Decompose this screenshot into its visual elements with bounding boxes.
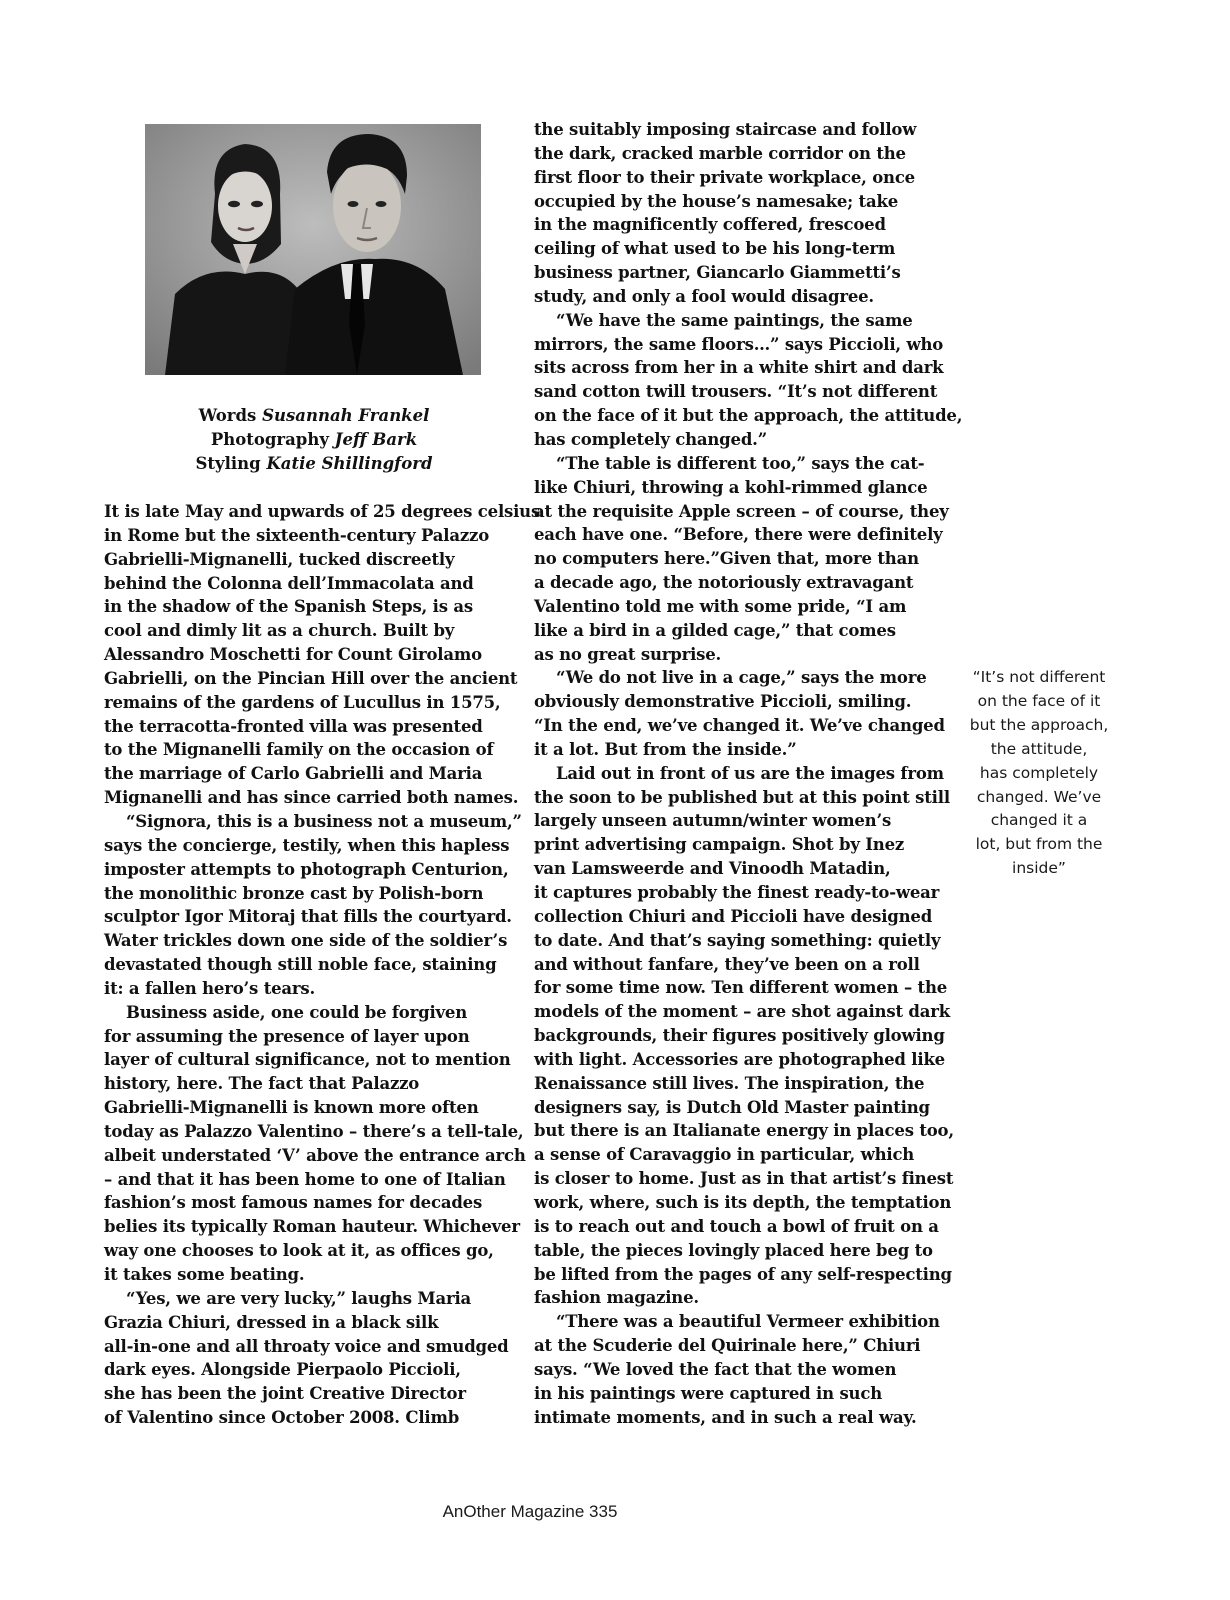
credit-photography-name: Jeff Bark <box>334 430 418 449</box>
article-line: in the magnificently coffered, frescoed <box>534 215 886 235</box>
article-line: the marriage of Carlo Gabrielli and Maria <box>104 764 483 784</box>
pull-quote-line: lot, but from the <box>975 835 1103 854</box>
article-line: on the face of it but the approach, the attitude, <box>534 406 963 426</box>
article-line: to date. And that’s saying something: quietly <box>534 930 941 950</box>
article-line: largely unseen autumn/winter women’s <box>534 811 892 831</box>
article-line: a decade ago, the notoriously extravagant <box>534 573 914 593</box>
article-line: “There was a beautiful Vermeer exhibition <box>556 1312 940 1332</box>
article-line: behind the Colonna dell’Immacolata and <box>104 573 474 593</box>
article-line: remains of the gardens of Lucullus in 1575, <box>104 692 501 712</box>
article-line: “We do not live in a cage,” says the more <box>556 668 927 688</box>
article-line: all-in-one and all throaty voice and smudged <box>104 1336 509 1356</box>
article-line: Alessandro Moschetti for Count Girolamo <box>104 645 482 665</box>
article-line: today as Palazzo Valentino – there’s a tell-tale, <box>104 1121 524 1141</box>
article-line: sits across from her in a white shirt and dark <box>534 358 944 378</box>
article-line: the dark, cracked marble corridor on the <box>534 143 906 163</box>
article-line: study, and only a fool would disagree. <box>534 286 874 306</box>
article-line: business partner, Giancarlo Giammetti’s <box>534 263 901 283</box>
article-line: backgrounds, their figures positively glowing <box>534 1026 945 1046</box>
article-line: Grazia Chiuri, dressed in a black silk <box>104 1312 439 1332</box>
credit-words: Words Susannah Frankel <box>198 406 430 425</box>
article-line: devastated though still noble face, staining <box>104 955 497 975</box>
article-line: It is late May and upwards of 25 degrees celsius <box>104 502 541 521</box>
article-line: but there is an Italianate energy in places too, <box>534 1121 954 1141</box>
article-line: it: a fallen hero’s tears. <box>104 978 316 998</box>
article-line: no computers here.”Given that, more than <box>534 549 919 569</box>
article-line: table, the pieces lovingly placed here beg to <box>534 1240 933 1260</box>
article-line: sculptor Igor Mitoraj that fills the courtyard. <box>104 907 512 927</box>
article-line: print advertising campaign. Shot by Inez <box>534 835 905 855</box>
article-line: says. “We loved the fact that the women <box>534 1359 897 1379</box>
magazine-name: AnOther Magazine <box>442 1502 585 1521</box>
article-line: is closer to home. Just as in that artist’s finest <box>534 1169 954 1189</box>
article-line: “Signora, this is a business not a museum,” <box>126 811 522 831</box>
pull-quote-line: changed it a <box>990 811 1088 830</box>
article-line: like Chiuri, throwing a kohl-rimmed glance <box>534 477 928 497</box>
article-column-right <box>534 118 966 1429</box>
article-line: fashion’s most famous names for decades <box>104 1193 483 1213</box>
article-line: has completely changed.” <box>534 429 767 449</box>
article-line: the suitably imposing staircase and follow <box>534 120 917 139</box>
article-line: imposter attempts to photograph Centurion, <box>104 859 509 879</box>
article-line: occupied by the house’s namesake; take <box>534 191 899 211</box>
article-line: as no great surprise. <box>534 644 722 664</box>
article-line: designers say, is Dutch Old Master painting <box>534 1097 930 1117</box>
article-line: obviously demonstrative Piccioli, smiling. <box>534 692 912 712</box>
page-footer <box>0 1502 1060 1522</box>
credit-styling: Styling Katie Shillingford <box>195 454 433 473</box>
article-line: collection Chiuri and Piccioli have designed <box>534 906 933 926</box>
article-line: Water trickles down one side of the soldier’s <box>104 931 508 951</box>
article-line: it a lot. But from the inside.” <box>534 739 797 759</box>
article-column-left <box>104 500 541 1430</box>
article-line: “In the end, we’ve changed it. We’ve changed <box>534 716 945 736</box>
page-number: 335 <box>589 1502 618 1521</box>
article-line: van Lamsweerde and Vinoodh Matadin, <box>534 859 891 879</box>
article-line: like a bird in a gilded cage,” that comes <box>534 620 896 640</box>
article-line: be lifted from the pages of any self-respecting <box>534 1264 952 1284</box>
article-line: a sense of Caravaggio in particular, which <box>534 1145 915 1165</box>
article-line: “The table is different too,” says the cat- <box>556 453 925 473</box>
article-line: Gabrielli-Mignanelli is known more often <box>104 1098 479 1118</box>
portrait-photo <box>145 124 481 375</box>
article-line: Renaissance still lives. The inspiration, the <box>534 1073 925 1093</box>
article-line: belies its typically Roman hauteur. Whichever <box>104 1217 520 1237</box>
article-line: albeit understated ‘V’ above the entrance arch <box>104 1145 526 1165</box>
article-line: history, here. The fact that Palazzo <box>104 1074 420 1094</box>
article-line: the soon to be published but at this point still <box>534 787 950 807</box>
article-line: Laid out in front of us are the images from <box>556 763 944 783</box>
article-line: says the concierge, testily, when this hapless <box>104 835 510 855</box>
article-line: work, where, such is its depth, the temptation <box>534 1192 952 1212</box>
article-line: each have one. “Before, there were definitely <box>534 525 943 545</box>
article-line: fashion magazine. <box>534 1288 699 1308</box>
article-line: the monolithic bronze cast by Polish-born <box>104 883 484 903</box>
pull-quote <box>968 666 1110 881</box>
article-line: for some time now. Ten different women – the <box>534 978 948 998</box>
article-line: “We have the same paintings, the same <box>556 310 913 330</box>
credits-block <box>104 404 524 476</box>
article-line: Business aside, one could be forgiven <box>126 1002 467 1022</box>
article-line: first floor to their private workplace, once <box>534 167 915 187</box>
article-line: Gabrielli-Mignanelli, tucked discreetly <box>104 549 455 569</box>
article-line: to the Mignanelli family on the occasion of <box>104 740 494 760</box>
credit-styling-name: Katie Shillingford <box>266 454 433 473</box>
credit-words-name: Susannah Frankel <box>262 406 430 425</box>
article-line: cool and dimly lit as a church. Built by <box>104 621 455 641</box>
article-line: Mignanelli and has since carried both names. <box>104 788 519 808</box>
article-line: of Valentino since October 2008. Climb <box>104 1408 460 1428</box>
article-line: is to reach out and touch a bowl of fruit on a <box>534 1216 939 1236</box>
pull-quote-line: the attitude, <box>990 739 1088 758</box>
portrait-illustration <box>145 124 481 375</box>
article-line: sand cotton twill trousers. “It’s not different <box>534 382 938 402</box>
article-line: mirrors, the same floors…” says Piccioli, who <box>534 334 944 354</box>
article-line: and without fanfare, they’ve been on a roll <box>534 954 920 974</box>
article-line: in his paintings were captured in such <box>534 1383 882 1403</box>
pull-quote-line: inside” <box>1012 859 1066 878</box>
article-line: in Rome but the sixteenth-century Palazzo <box>104 525 490 545</box>
article-line: in the shadow of the Spanish Steps, is as <box>104 597 473 617</box>
article-line: way one chooses to look at it, as offices go, <box>104 1241 494 1261</box>
pull-quote-line: changed. We’ve <box>976 787 1102 806</box>
pull-quote-line: “It’s not different <box>972 668 1106 686</box>
article-line: Gabrielli, on the Pincian Hill over the ancient <box>104 668 518 688</box>
pull-quote-line: has completely <box>979 763 1099 782</box>
article-line: it captures probably the finest ready-to-wear <box>534 883 940 902</box>
article-line: layer of cultural significance, not to mention <box>104 1050 511 1070</box>
article-line: “Yes, we are very lucky,” laughs Maria <box>126 1288 472 1308</box>
article-line: at the requisite Apple screen – of course, they <box>534 501 949 521</box>
article-line: she has been the joint Creative Director <box>104 1384 466 1404</box>
article-line: – and that it has been home to one of Italian <box>104 1169 506 1189</box>
article-line: ceiling of what used to be his long-term <box>534 239 896 259</box>
pull-quote-line: but the approach, <box>969 715 1109 734</box>
article-line: dark eyes. Alongside Pierpaolo Piccioli, <box>104 1360 461 1380</box>
article-line: for assuming the presence of layer upon <box>104 1026 470 1046</box>
credit-photography: Photography Jeff Bark <box>210 430 418 449</box>
article-line: models of the moment – are shot against dark <box>534 1002 950 1022</box>
article-line: Valentino told me with some pride, “I am <box>534 596 907 616</box>
article-line: it takes some beating. <box>104 1265 305 1284</box>
article-line: intimate moments, and in such a real way. <box>534 1407 917 1427</box>
article-line: at the Scuderie del Quirinale here,” Chiuri <box>534 1336 921 1356</box>
pull-quote-line: on the face of it <box>977 691 1101 710</box>
article-line: the terracotta-fronted villa was presented <box>104 716 483 736</box>
article-line: with light. Accessories are photographed like <box>534 1049 945 1069</box>
